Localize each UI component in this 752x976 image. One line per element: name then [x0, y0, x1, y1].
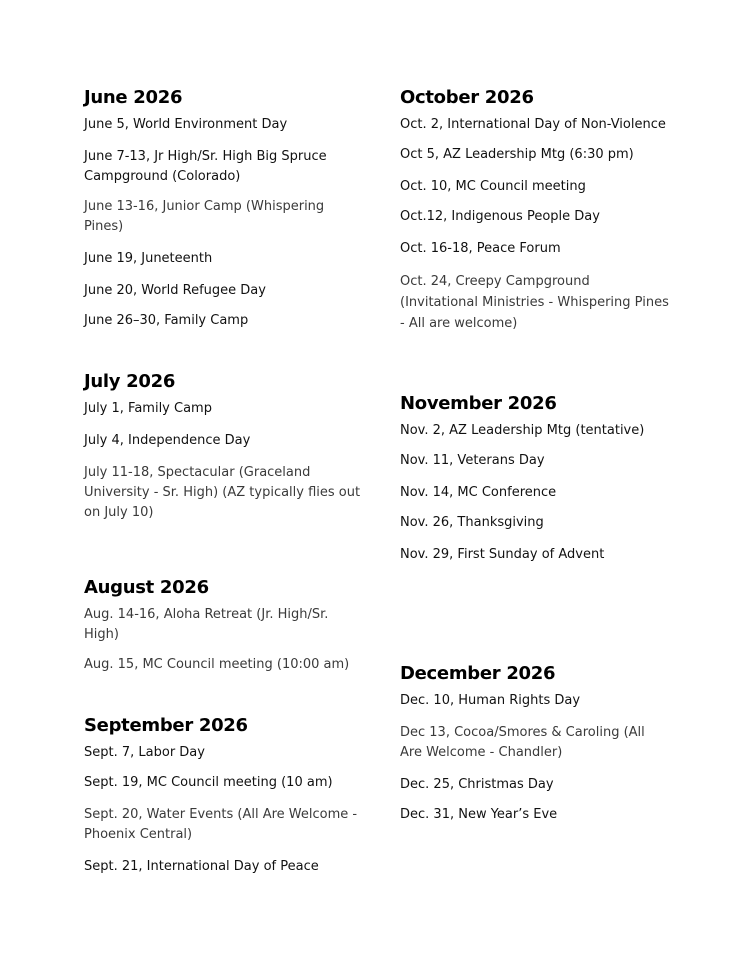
event-item: Nov. 29, First Sunday of Advent — [400, 547, 605, 562]
event-item: Nov. 26, Thanksgiving — [400, 515, 544, 530]
event-list — [400, 115, 670, 334]
event-item: Oct. 2, International Day of Non-Violence — [400, 117, 666, 132]
event-item: Oct. 16-18, Peace Forum — [400, 241, 561, 256]
month-december — [400, 663, 670, 825]
event-item: Nov. 2, AZ Leadership Mtg (tentative) — [400, 423, 645, 438]
event-list — [400, 421, 670, 565]
month-title: June 2026 — [84, 87, 183, 108]
event-item: Sept. 21, International Day of Peace — [84, 859, 319, 874]
event-item: June 7-13, Jr High/Sr. High Big Spruce Campground (Colorado) — [84, 149, 327, 184]
event-item: Oct. 10, MC Council meeting — [400, 179, 586, 194]
event-item: July 4, Independence Day — [84, 433, 251, 448]
event-item: Sept. 20, Water Events (All Are Welcome - Phoenix Central) — [84, 807, 358, 842]
event-item: Sept. 7, Labor Day — [84, 745, 205, 760]
month-title: September 2026 — [84, 715, 248, 736]
event-item: June 26–30, Family Camp — [84, 313, 249, 328]
event-item: Nov. 14, MC Conference — [400, 485, 557, 500]
month-october — [400, 87, 670, 334]
event-list — [400, 691, 670, 825]
month-title: August 2026 — [84, 577, 209, 598]
event-item: Dec. 31, New Year’s Eve — [400, 807, 558, 822]
event-item: Nov. 11, Veterans Day — [400, 453, 545, 468]
month-august — [84, 577, 364, 675]
event-item: July 1, Family Camp — [84, 401, 212, 416]
event-item: Aug. 14-16, Aloha Retreat (Jr. High/Sr. High) — [84, 607, 329, 642]
event-item: Dec. 10, Human Rights Day — [400, 693, 581, 708]
month-title: December 2026 — [400, 663, 556, 684]
month-title: October 2026 — [400, 87, 534, 108]
month-title: November 2026 — [400, 393, 557, 414]
month-title: July 2026 — [84, 371, 176, 392]
event-item: Oct 5, AZ Leadership Mtg (6:30 pm) — [400, 147, 634, 162]
event-item: July 11-18, Spectacular (Graceland University - Sr. High) (AZ typically flies out on July 10) — [84, 465, 361, 520]
event-item: June 19, Juneteenth — [84, 251, 213, 266]
event-item: Dec 13, Cocoa/Smores & Caroling (All Are Welcome - Chandler) — [400, 725, 645, 760]
event-item: June 5, World Environment Day — [84, 117, 288, 132]
event-item: Dec. 25, Christmas Day — [400, 777, 554, 792]
event-item: Sept. 19, MC Council meeting (10 am) — [84, 775, 333, 790]
event-list — [84, 115, 364, 331]
month-november — [400, 393, 670, 565]
event-item: June 13-16, Junior Camp (Whispering Pines) — [84, 199, 325, 234]
event-list — [84, 743, 364, 877]
month-september — [84, 715, 364, 877]
month-july — [84, 371, 364, 523]
event-item: Oct.12, Indigenous People Day — [400, 209, 600, 224]
event-list — [84, 605, 364, 675]
event-list — [84, 399, 364, 523]
month-june — [84, 87, 364, 331]
event-item: June 20, World Refugee Day — [84, 283, 266, 298]
event-item: Oct. 24, Creepy Campground (Invitational Ministries - Whispering Pines - All are welcome) — [400, 274, 669, 331]
event-item: Aug. 15, MC Council meeting (10:00 am) — [84, 657, 350, 672]
